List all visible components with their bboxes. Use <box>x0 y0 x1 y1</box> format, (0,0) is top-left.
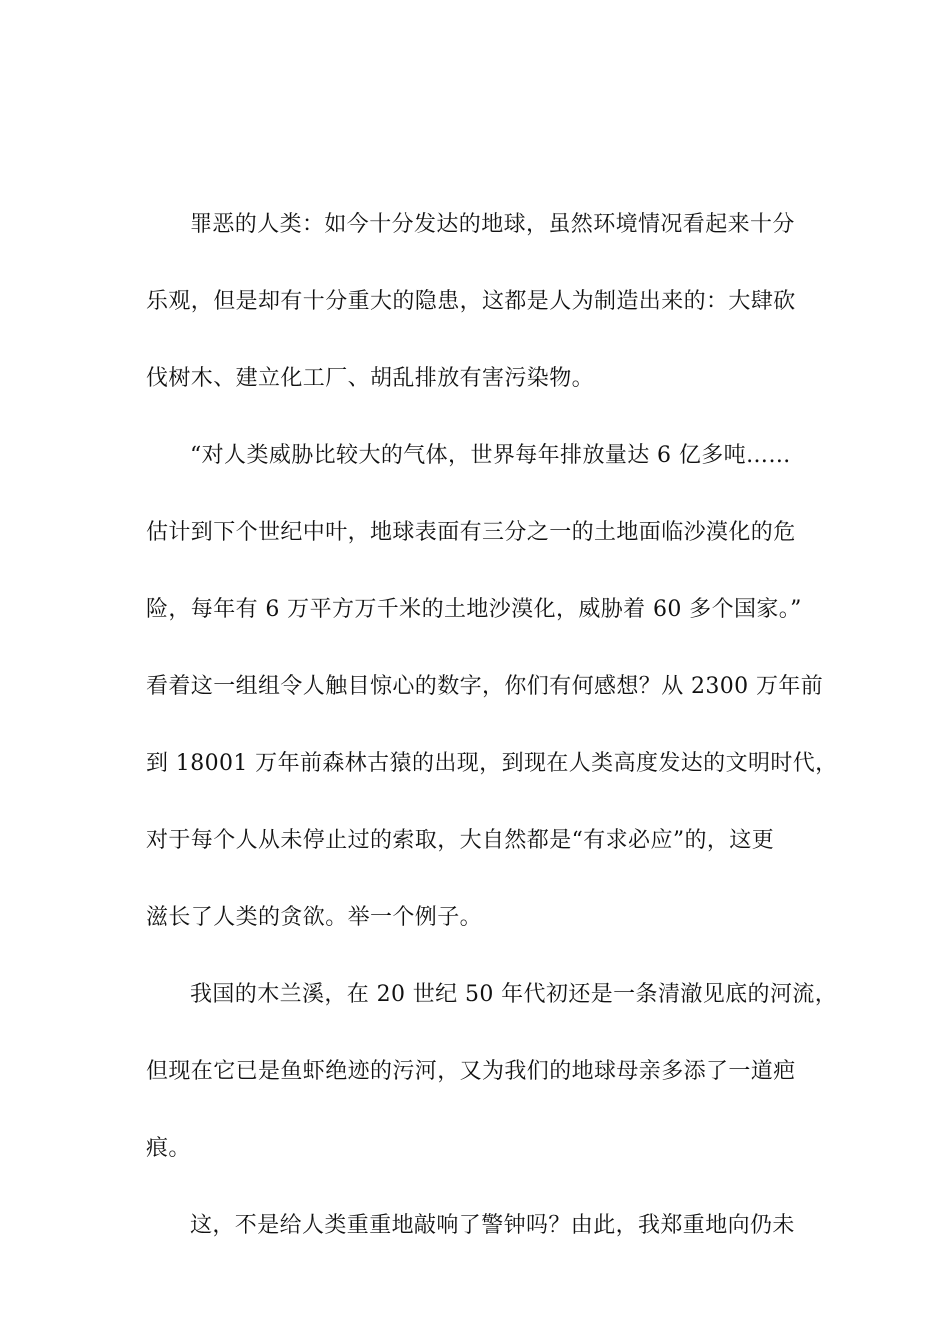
paragraph-2-line-4: 看着这一组组令人触目惊心的数字，你们有何感想？从 2300 万年前 <box>146 674 824 699</box>
paragraph-2-line-3: 险，每年有 6 万平方万千米的土地沙漠化，威胁着 60 多个国家。” <box>146 597 802 622</box>
paragraph-2-line-5: 到 18001 万年前森林古猿的出现，到现在人类高度发达的文明时代， <box>146 751 838 776</box>
paragraph-2-line-2: 估计到下个世纪中叶，地球表面有三分之一的土地面临沙漠化的危 <box>146 520 796 545</box>
paragraph-1-line-3: 伐树木、建立化工厂、胡乱排放有害污染物。 <box>146 366 595 391</box>
paragraph-3-line-2: 但现在它已是鱼虾绝迹的污河，又为我们的地球母亲多添了一道疤 <box>146 1059 796 1084</box>
paragraph-3-line-1: 我国的木兰溪，在 20 世纪 50 年代初还是一条清澈见底的河流， <box>190 982 838 1007</box>
paragraph-3-line-3: 痕。 <box>146 1136 191 1161</box>
paragraph-1-line-1: 罪恶的人类：如今十分发达的地球，虽然环境情况看起来十分 <box>190 212 795 237</box>
paragraph-2-line-7: 滋长了人类的贪欲。举一个例子。 <box>146 905 483 930</box>
paragraph-4-line-1: 这，不是给人类重重地敲响了警钟吗？由此，我郑重地向仍未 <box>190 1213 795 1238</box>
paragraph-1-line-2: 乐观，但是却有十分重大的隐患，这都是人为制造出来的：大肆砍 <box>146 289 796 314</box>
paragraph-2-line-6: 对于每个人从未停止过的索取，大自然都是“有求必应”的，这更 <box>146 828 775 853</box>
paragraph-2-line-1: “对人类威胁比较大的气体，世界每年排放量达 6 亿多吨…… <box>190 443 791 468</box>
